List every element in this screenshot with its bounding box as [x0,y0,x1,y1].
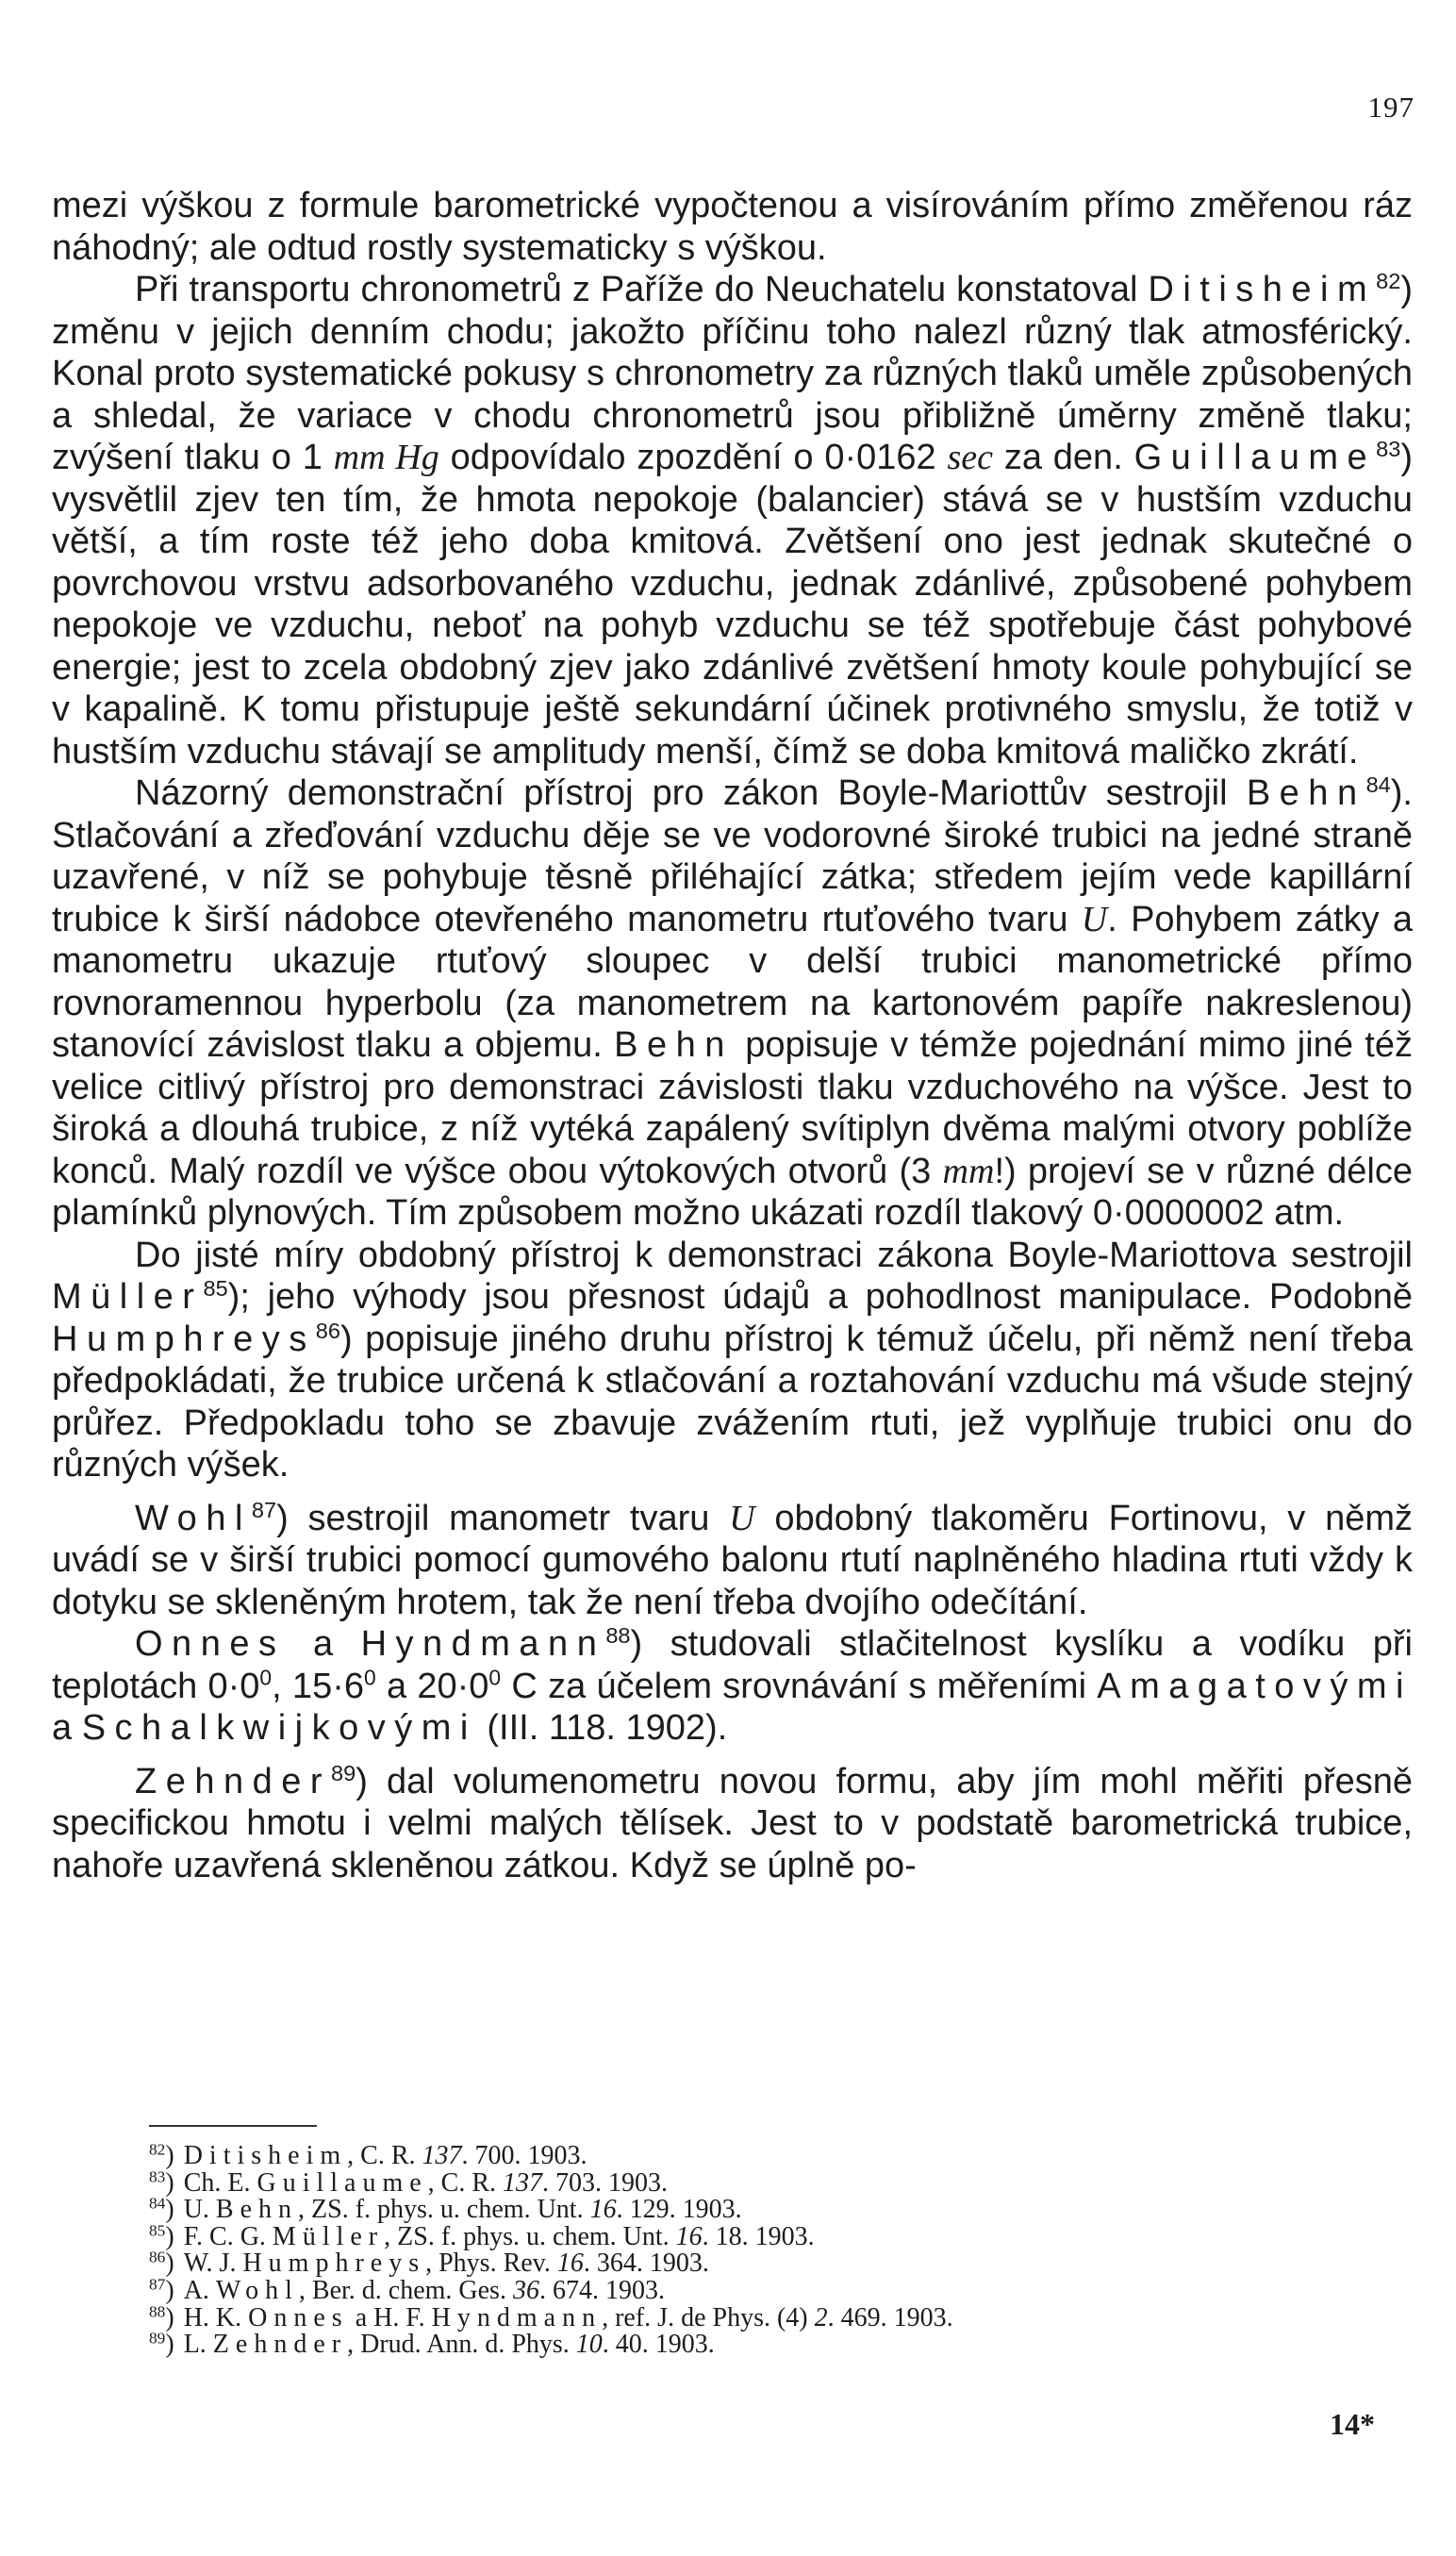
footnote-text: , Drud. Ann. d. Phys. [347,2330,576,2360]
footnote-text: F. C. G. [183,2221,273,2251]
footnotes [149,2140,1375,2360]
footnote-84: $^{84}$) U. Behn, ZS. f. phys. u. chem. Unt. 16. 129. 1903. [149,2194,742,2225]
footnote-number: 82 [149,2140,166,2159]
footnote-text: A. [183,2275,216,2305]
footnote-87: $^{87}$) A. Wohl, Ber. d. chem. Ges. 36. 674. 1903. [149,2275,665,2305]
footnote-number: 88 [149,2302,166,2321]
footnote-text: . 700. 1903. [461,2141,587,2170]
footnote-author: Ditisheim [183,2141,348,2170]
author-name: Behn [1246,773,1366,813]
text-run: ) studovali stlačitelnost kyslíku a vodíku při teplotách 0·0 [52,1624,1413,1706]
footnote-text: . 129. 1903. [616,2195,742,2225]
author-name: Wohl [135,1498,252,1538]
footnote-88: $^{88}$) H. K. Onnes a H. F. Hyndmann, ref. J. de Phys. (4) 2. 469. 1903. [149,2302,953,2332]
text-run: ); jeho výhody jsou přesnost údajů a pohodlnost manipulace. Podobně [227,1277,1413,1317]
degree-mark: 0 [259,1664,273,1689]
author-name: Müller [52,1277,204,1317]
text-run: ) popisuje jiného druhu přístroj k témuž účelu, při němž není třeba předpokládati, že trubice určená k stlačování a roztahování vzduchu má všude stejný průřez. Předpokladu toho se zbavuje zvážením rtuti, jež vyplňuje trubici onu do různých výšek. [52,1319,1413,1485]
footnote-text: . 469. 1903. [827,2302,953,2332]
footnote-text: , C. R. [427,2167,504,2198]
footnote-number: 86 [149,2248,166,2266]
footnote-text: , ZS. f. phys. u. chem. Unt. [298,2195,590,2225]
footnote-text: , ref. J. de Phys. (4) [602,2302,815,2332]
footnote-text: , C. R. [347,2141,422,2170]
unit-label: mm Hg [333,438,439,477]
text-run: . Pohybem zátky a manometru ukazuje rtuťový sloupec v delší trubici manometrické přímo rovnoramennou hyperbolu (za manometrem na kartonovém papíře nakreslenou) stanovící závislost tlaku a objemu. [52,899,1413,1065]
text-run: a [52,1708,82,1748]
footnote-number: 89 [149,2329,166,2348]
text-run: ) dal volumenometru novou formu, aby jím mohl měřiti přesně specifickou hmotu i velmi malých tělísek. Jest to v podstatě barometrická trubice, nahoře uzavřená skleněnou zátkou. Když se úplně po- [52,1761,1413,1885]
text-run: Do jisté míry obdobný přístroj k demonstraci zákona Boyle-Mariottova sestrojil [135,1235,1413,1275]
footnote-author: Onnes [248,2302,349,2332]
paragraph-2 [52,269,1413,772]
degree-mark: 0 [488,1664,502,1689]
footnote-volume: 137 [422,2141,462,2170]
text-run: Názorný demonstrační přístroj pro zákon Boyle-Mariottův sestrojil [135,773,1247,813]
text-run: Při transportu chronometrů z Paříže do Neuchatelu konstatoval [135,270,1149,309]
printer-signature-mark: 14* [1330,2407,1375,2441]
footnote-text: H. K. [183,2302,249,2332]
footnote-author: Zehnder [212,2330,348,2360]
unit-label: mm [942,1151,995,1191]
shape-label: U [729,1498,755,1538]
footnote-ref: 85 [203,1276,228,1302]
footnote-83: $^{83}$) Ch. E. Guillaume, C. R. 137. 703. 1903. [149,2167,669,2198]
paragraph-7 [52,1761,1413,1887]
footnote-divider [149,2125,317,2127]
author-name: Amagatovými [1097,1666,1413,1706]
footnote-volume: 2 [814,2302,828,2332]
text-run: a 20·0 [375,1666,489,1706]
footnote-number: 83 [149,2167,166,2186]
footnote-85: $^{85}$) F. C. G. Müller, ZS. f. phys. u. chem. Unt. 16. 18. 1903. [149,2221,815,2251]
text-run: mezi výškou z formule barometrické vypočtenou a visírováním přímo změřenou ráz náhodný; ale odtud rostly systematicky s výškou. [52,186,1413,268]
footnote-text: . 674. 1903. [538,2275,665,2305]
footnote-text: a H. F. [348,2302,432,2332]
text-run: za den. [993,438,1134,477]
author-name: Humphreys [52,1319,316,1359]
shape-label: U [1081,899,1108,939]
footnote-volume: 36 [512,2275,539,2305]
author-name: Hyndmann [360,1624,606,1664]
text-run: !) projeví se v různé délce plamínků plynových. Tím způsobem možno ukázati rozdíl tlakový 0·0000002 atm. [52,1151,1413,1233]
footnote-author: Humphreys [242,2249,426,2279]
footnote-author: Wohl [215,2275,299,2305]
footnote-number: 84 [149,2194,166,2213]
text-run: obdobný tlakoměru Fortinovu, v němž uvádí se v širší trubici pomocí gumového balonu rtutí naplněného hladina rtuti vždy k dotyku se skleněným hrotem, tak že není třeba dvojího odečítání. [52,1498,1413,1622]
footnote-author: Behn [215,2195,299,2225]
footnote-ref: 82 [1376,269,1401,294]
footnote-text: . 40. 1903. [602,2330,715,2360]
text-run: odpovídalo zpozdění o 0·0162 [438,438,948,477]
author-name: Zehnder [135,1761,332,1801]
text-run: C za účelem srovnávání s měřeními [501,1666,1098,1706]
footnote-ref: 87 [251,1497,277,1522]
footnote-ref: 84 [1365,772,1391,798]
footnote-text: U. [183,2195,216,2225]
text-run: popisuje v témže pojednání mimo jiné též velice citlivý přístroj pro demonstraci závislosti tlaku vzduchového na výšce. Jest to široká a dlouhá trubice, z níž vytéká zapálený svítiplyn dvěma malými otvory poblíže konců. Malý rozdíl ve výšce obou výtokových otvorů (3 [52,1025,1413,1191]
footnote-text: Ch. E. [183,2167,257,2198]
author-name: Ditisheim [1148,270,1377,309]
author-name: Schalkwijkovými [81,1708,477,1748]
footnote-text: , Phys. Rev. [425,2249,557,2279]
footnote-author: Müller [272,2221,385,2251]
footnote-text: L. [183,2330,213,2360]
footnote-text: . 364. 1903. [583,2249,709,2279]
footnote-ref: 88 [605,1623,631,1649]
footnote-89: $^{89}$) L. Zehnder, Drud. Ann. d. Phys. 10. 40. 1903. [149,2329,715,2360]
footnote-text: , Ber. d. chem. Ges. [298,2275,513,2305]
body-text [52,185,1413,1886]
footnote-text: . 703. 1903. [542,2167,669,2198]
footnote-82: $^{82}$) Ditisheim, C. R. 137. 700. 1903. [149,2140,587,2170]
footnote-number: 85 [149,2221,166,2240]
text-run: ) vysvětlil zjev ten tím, že hmota nepokoje (balancier) stává se v hustším vzduchu větší, a tím roste též jeho doba kmitová. Zvětšení ono jest jednak skutečné o povrchovou vrstvu adsorbovaného vzduchu, jednak zdánlivé, způsobené pohybem nepokoje ve vzduchu, neboť na pohyb vzduchu se též spotřebuje část pohybové energie; jest to zcela obdobný zjev jako zdánlivé zvětšení hmoty koule pohybující se v kapalině. K tomu přistupuje ještě sekundární účinek protivného smyslu, že totiž v hustším vzduchu stávají se amplitudy menší, čímž se doba kmitová maličko zkrátí. [52,438,1414,772]
author-name: Guillaume [1133,438,1377,477]
footnote-text: W. J. [183,2249,243,2279]
text-run: ). Stlačování a zřeďování vzduchu děje se ve vodorovné široké trubici na jedné straně uzavřené, v níž se pohybuje těsně přiléhající zátka; středem jejím vede kapillární trubice k širší nádobce otevřeného manometru rtuťového tvaru [52,773,1413,939]
author-name: Behn [614,1025,734,1065]
text-run: a [285,1624,361,1664]
footnote-volume: 16 [556,2249,584,2279]
author-name: Onnes [135,1624,286,1664]
footnote-ref: 86 [315,1318,340,1343]
footnote-number: 87 [149,2275,166,2294]
paragraph-4 [52,1235,1413,1486]
footnote-text: , ZS. f. phys. u. chem. Unt. [384,2221,676,2251]
paragraph-1 [52,185,1413,269]
paragraph-3 [52,772,1413,1235]
footnote-volume: 137 [503,2167,543,2198]
paragraph-5 [52,1498,1413,1624]
text-run: ) změnu v jejich denním chodu; jakožto příčinu toho nalezl různý tlak atmosférický. Konal proto systematické pokusy s chronometry za různých tlaků uměle způsobených a shledal, že variace v chodu chronometrů jsou přibližně úměrny změně tlaku; zvýšení tlaku o 1 [52,270,1413,477]
unit-label: sec [947,438,994,477]
footnote-ref: 89 [331,1760,356,1785]
footnote-author: Guillaume [256,2167,428,2198]
footnote-ref: 83 [1376,437,1401,462]
footnote-author: Hyndmann [431,2302,603,2332]
text-run: , 15·6 [272,1666,364,1706]
paragraph-6 [52,1623,1413,1750]
footnote-86: $^{86}$) W. J. Humphreys, Phys. Rev. 16. 364. 1903. [149,2248,709,2279]
footnote-volume: 16 [589,2195,617,2225]
degree-mark: 0 [364,1664,376,1689]
footnote-text: . 18. 1903. [702,2221,815,2251]
page-number: 197 [1367,91,1415,124]
footnote-volume: 16 [675,2221,703,2251]
text-run: ) sestrojil manometr tvaru [276,1498,730,1538]
text-run: (III. 118. 1902). [476,1708,728,1748]
footnote-volume: 10 [575,2330,603,2360]
